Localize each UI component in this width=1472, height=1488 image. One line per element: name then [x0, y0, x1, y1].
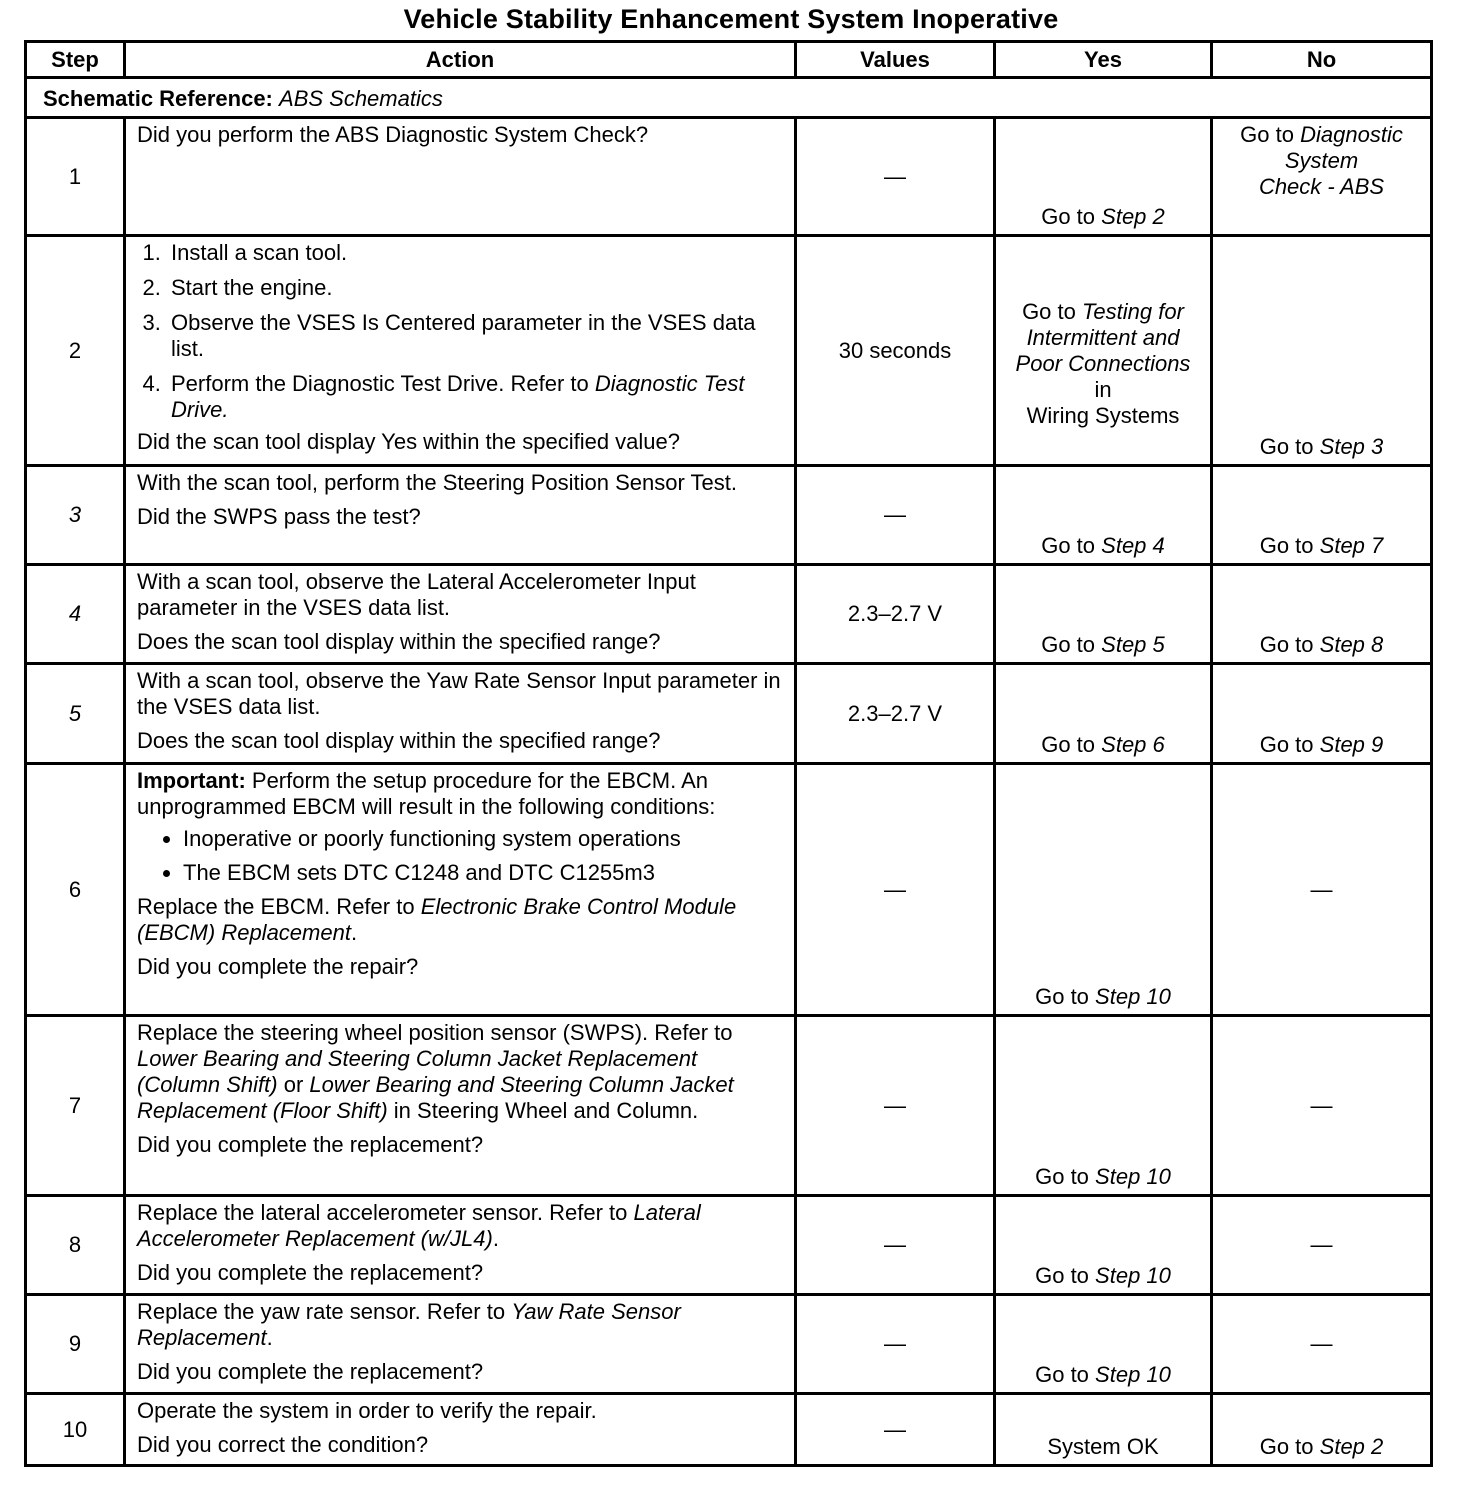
- table-row: [26, 236, 1432, 466]
- yes-cell: Go to Step 10: [995, 1295, 1212, 1394]
- schematic-reference-row: [26, 78, 1432, 118]
- goto-step-link[interactable]: Step 4: [1101, 533, 1165, 558]
- goto-step-link[interactable]: Step 6: [1101, 732, 1165, 757]
- action-cell: [125, 1196, 796, 1295]
- yes-cell: Go to Step 6: [995, 664, 1212, 764]
- schematic-label: Schematic Reference:: [43, 86, 273, 111]
- action-cell: [125, 764, 796, 1016]
- table-row: [26, 1016, 1432, 1196]
- question: Did you perform the ABS Diagnostic System Check?: [137, 122, 649, 147]
- instruction: Replace the yaw rate sensor. Refer to Yaw Rate Sensor Replacement.: [137, 1299, 681, 1350]
- list-item: 3. Observe the VSES Is Centered parameter in the VSES data list.: [167, 310, 786, 362]
- list-item: 4. Perform the Diagnostic Test Drive. Refer to Diagnostic Test Drive.: [167, 371, 786, 423]
- goto-step-link[interactable]: Step 3: [1319, 434, 1384, 459]
- ebcm-replacement-link[interactable]: Electronic Brake Control Module (EBCM) Replacement: [137, 894, 737, 945]
- step-number: 10: [26, 1394, 125, 1466]
- goto-step-link[interactable]: Step 10: [1095, 1362, 1171, 1387]
- goto-step-link[interactable]: Step 10: [1095, 984, 1171, 1009]
- action-cell: [125, 1016, 796, 1196]
- instruction: Replace the steering wheel position sensor (SWPS). Refer to Lower Bearing and Steering Column Jacket Replacement (Column Shift) or Lower Bearing and Steering Column Jacket Replacement (Floor Shift) in Steering Wheel and Column.: [137, 1020, 734, 1123]
- no-cell: Go to Diagnostic System Check - ABS: [1212, 118, 1432, 236]
- important-note: Important: Perform the setup procedure for the EBCM. An unprogrammed EBCM will result in the following conditions:: [137, 768, 716, 819]
- step-number: 1: [26, 118, 125, 236]
- step-number: 4: [26, 565, 125, 664]
- list-item: • The EBCM sets DTC C1248 and DTC C1255m3: [183, 860, 786, 886]
- table-row: [26, 1295, 1432, 1394]
- step-number: 9: [26, 1295, 125, 1394]
- header-row: [26, 42, 1432, 78]
- yes-cell: Go to Step 5: [995, 565, 1212, 664]
- question: Does the scan tool display within the specified range?: [137, 629, 661, 654]
- yes-cell: [995, 1394, 1212, 1466]
- question: Did you complete the replacement?: [137, 1260, 484, 1285]
- goto-step-link[interactable]: Step 9: [1319, 732, 1384, 757]
- action-cell: [125, 236, 796, 466]
- value-cell: —: [796, 1196, 995, 1295]
- instruction: With the scan tool, perform the Steering Position Sensor Test.: [137, 470, 738, 495]
- no-cell: —: [1212, 1016, 1432, 1196]
- instruction: With a scan tool, observe the Yaw Rate Sensor Input parameter in the VSES data list.: [137, 668, 781, 719]
- question: Did you correct the condition?: [137, 1432, 429, 1457]
- value-cell: —: [796, 1394, 995, 1466]
- instruction: Operate the system in order to verify the repair.: [137, 1398, 597, 1423]
- table-row: [26, 565, 1432, 664]
- no-cell: Go to Step 2: [1212, 1394, 1432, 1466]
- value-cell: —: [796, 1295, 995, 1394]
- action-cell: [125, 565, 796, 664]
- diagnostic-table: [24, 40, 1433, 1467]
- question: Did you complete the replacement?: [137, 1359, 484, 1384]
- lateral-accelerometer-link[interactable]: Lateral Accelerometer Replacement (w/JL4): [137, 1200, 701, 1251]
- table-row: [26, 664, 1432, 764]
- instruction: Replace the EBCM. Refer to Electronic Brake Control Module (EBCM) Replacement.: [137, 894, 737, 945]
- value-cell: —: [796, 1016, 995, 1196]
- yes-cell: Go to Step 10: [995, 764, 1212, 1016]
- testing-link[interactable]: Intermittent and: [1026, 325, 1180, 350]
- step-number: 6: [26, 764, 125, 1016]
- yes-cell: Go to Step 10: [995, 1196, 1212, 1295]
- conditions-list: [137, 826, 786, 886]
- goto-step-link[interactable]: Step 2: [1319, 1434, 1384, 1459]
- value-cell: 30 seconds: [796, 236, 995, 466]
- question: Does the scan tool display within the specified range?: [137, 728, 661, 753]
- yes-cell: Go to Step 4: [995, 466, 1212, 565]
- column-shift-link[interactable]: Lower Bearing and Steering Column Jacket Replacement (Column Shift): [137, 1046, 698, 1097]
- no-cell: —: [1212, 1295, 1432, 1394]
- list-item: • Inoperative or poorly functioning system operations: [183, 826, 786, 852]
- value-cell: 2.3–2.7 V: [796, 565, 995, 664]
- yes-cell: Go to Step 10: [995, 1016, 1212, 1196]
- no-cell: Go to Step 7: [1212, 466, 1432, 565]
- header-no: No: [1212, 42, 1432, 78]
- schematic-reference: [26, 78, 1432, 118]
- schematic-link[interactable]: ABS Schematics: [279, 86, 443, 111]
- page-title: Vehicle Stability Enhancement System Inoperative: [403, 4, 1059, 34]
- action-cell: [125, 466, 796, 565]
- value-cell: —: [796, 118, 995, 236]
- table-row: [26, 1196, 1432, 1295]
- action-cell: [125, 664, 796, 764]
- table-row: [26, 118, 1432, 236]
- list-item: 2. Start the engine.: [167, 275, 786, 301]
- action-cell: [125, 1295, 796, 1394]
- procedure-list: [137, 240, 786, 423]
- instruction: Replace the lateral accelerometer sensor. Refer to Lateral Accelerometer Replacement (w/JL4).: [137, 1200, 701, 1251]
- goto-step-link[interactable]: Step 7: [1319, 533, 1384, 558]
- header-step: Step: [26, 42, 125, 78]
- no-cell: —: [1212, 764, 1432, 1016]
- diagnostic-link[interactable]: Diagnostic: [1300, 122, 1403, 147]
- goto-step-link[interactable]: Step 10: [1095, 1164, 1171, 1189]
- question: Did you complete the repair?: [137, 954, 419, 979]
- list-item: 1. Install a scan tool.: [167, 240, 786, 266]
- goto-step-link[interactable]: Step 10: [1095, 1263, 1171, 1288]
- table-row: [26, 1394, 1432, 1466]
- question: Did the scan tool display Yes within the specified value?: [137, 429, 681, 454]
- no-cell: Go to Step 9: [1212, 664, 1432, 764]
- table-row: [26, 466, 1432, 565]
- step-number: 2: [26, 236, 125, 466]
- header-action: Action: [125, 42, 796, 78]
- header-yes: Yes: [995, 42, 1212, 78]
- goto-step-link[interactable]: Step 8: [1319, 632, 1384, 657]
- goto-step-link[interactable]: Step 5: [1101, 632, 1165, 657]
- system-ok: System OK: [1047, 1434, 1159, 1459]
- instruction: With a scan tool, observe the Lateral Accelerometer Input parameter in the VSES data list.: [137, 569, 696, 620]
- action-cell: [125, 1394, 796, 1466]
- step-number: 5: [26, 664, 125, 764]
- question: Did you complete the replacement?: [137, 1132, 484, 1157]
- testing-link[interactable]: Poor Connections: [1015, 351, 1191, 376]
- yaw-rate-sensor-link[interactable]: Yaw Rate Sensor Replacement: [137, 1299, 681, 1350]
- floor-shift-link[interactable]: Lower Bearing and Steering Column Jacket Replacement (Floor Shift): [137, 1072, 734, 1123]
- no-cell: —: [1212, 1196, 1432, 1295]
- step-number: 3: [26, 466, 125, 565]
- no-cell: Go to Step 8: [1212, 565, 1432, 664]
- diagnostic-link[interactable]: System: [1284, 148, 1359, 173]
- value-cell: —: [796, 764, 995, 1016]
- question: Did the SWPS pass the test?: [137, 504, 421, 529]
- step-number: 7: [26, 1016, 125, 1196]
- diagnostic-link[interactable]: Check - ABS: [1258, 174, 1385, 199]
- value-cell: 2.3–2.7 V: [796, 664, 995, 764]
- testing-link[interactable]: Testing for: [1082, 299, 1184, 324]
- step-number: 8: [26, 1196, 125, 1295]
- action-cell: [125, 118, 796, 236]
- header-values: Values: [796, 42, 995, 78]
- goto-step-link[interactable]: Step 2: [1101, 204, 1165, 229]
- table-row: [26, 764, 1432, 1016]
- no-cell: Go to Step 3: [1212, 236, 1432, 466]
- yes-cell: Go to Step 2: [995, 118, 1212, 236]
- value-cell: —: [796, 466, 995, 565]
- diagnostic-test-drive-link[interactable]: Diagnostic Test Drive.: [171, 371, 745, 422]
- yes-cell: Go to Testing for Intermittent and Poor Connections in Wiring Systems: [995, 236, 1212, 466]
